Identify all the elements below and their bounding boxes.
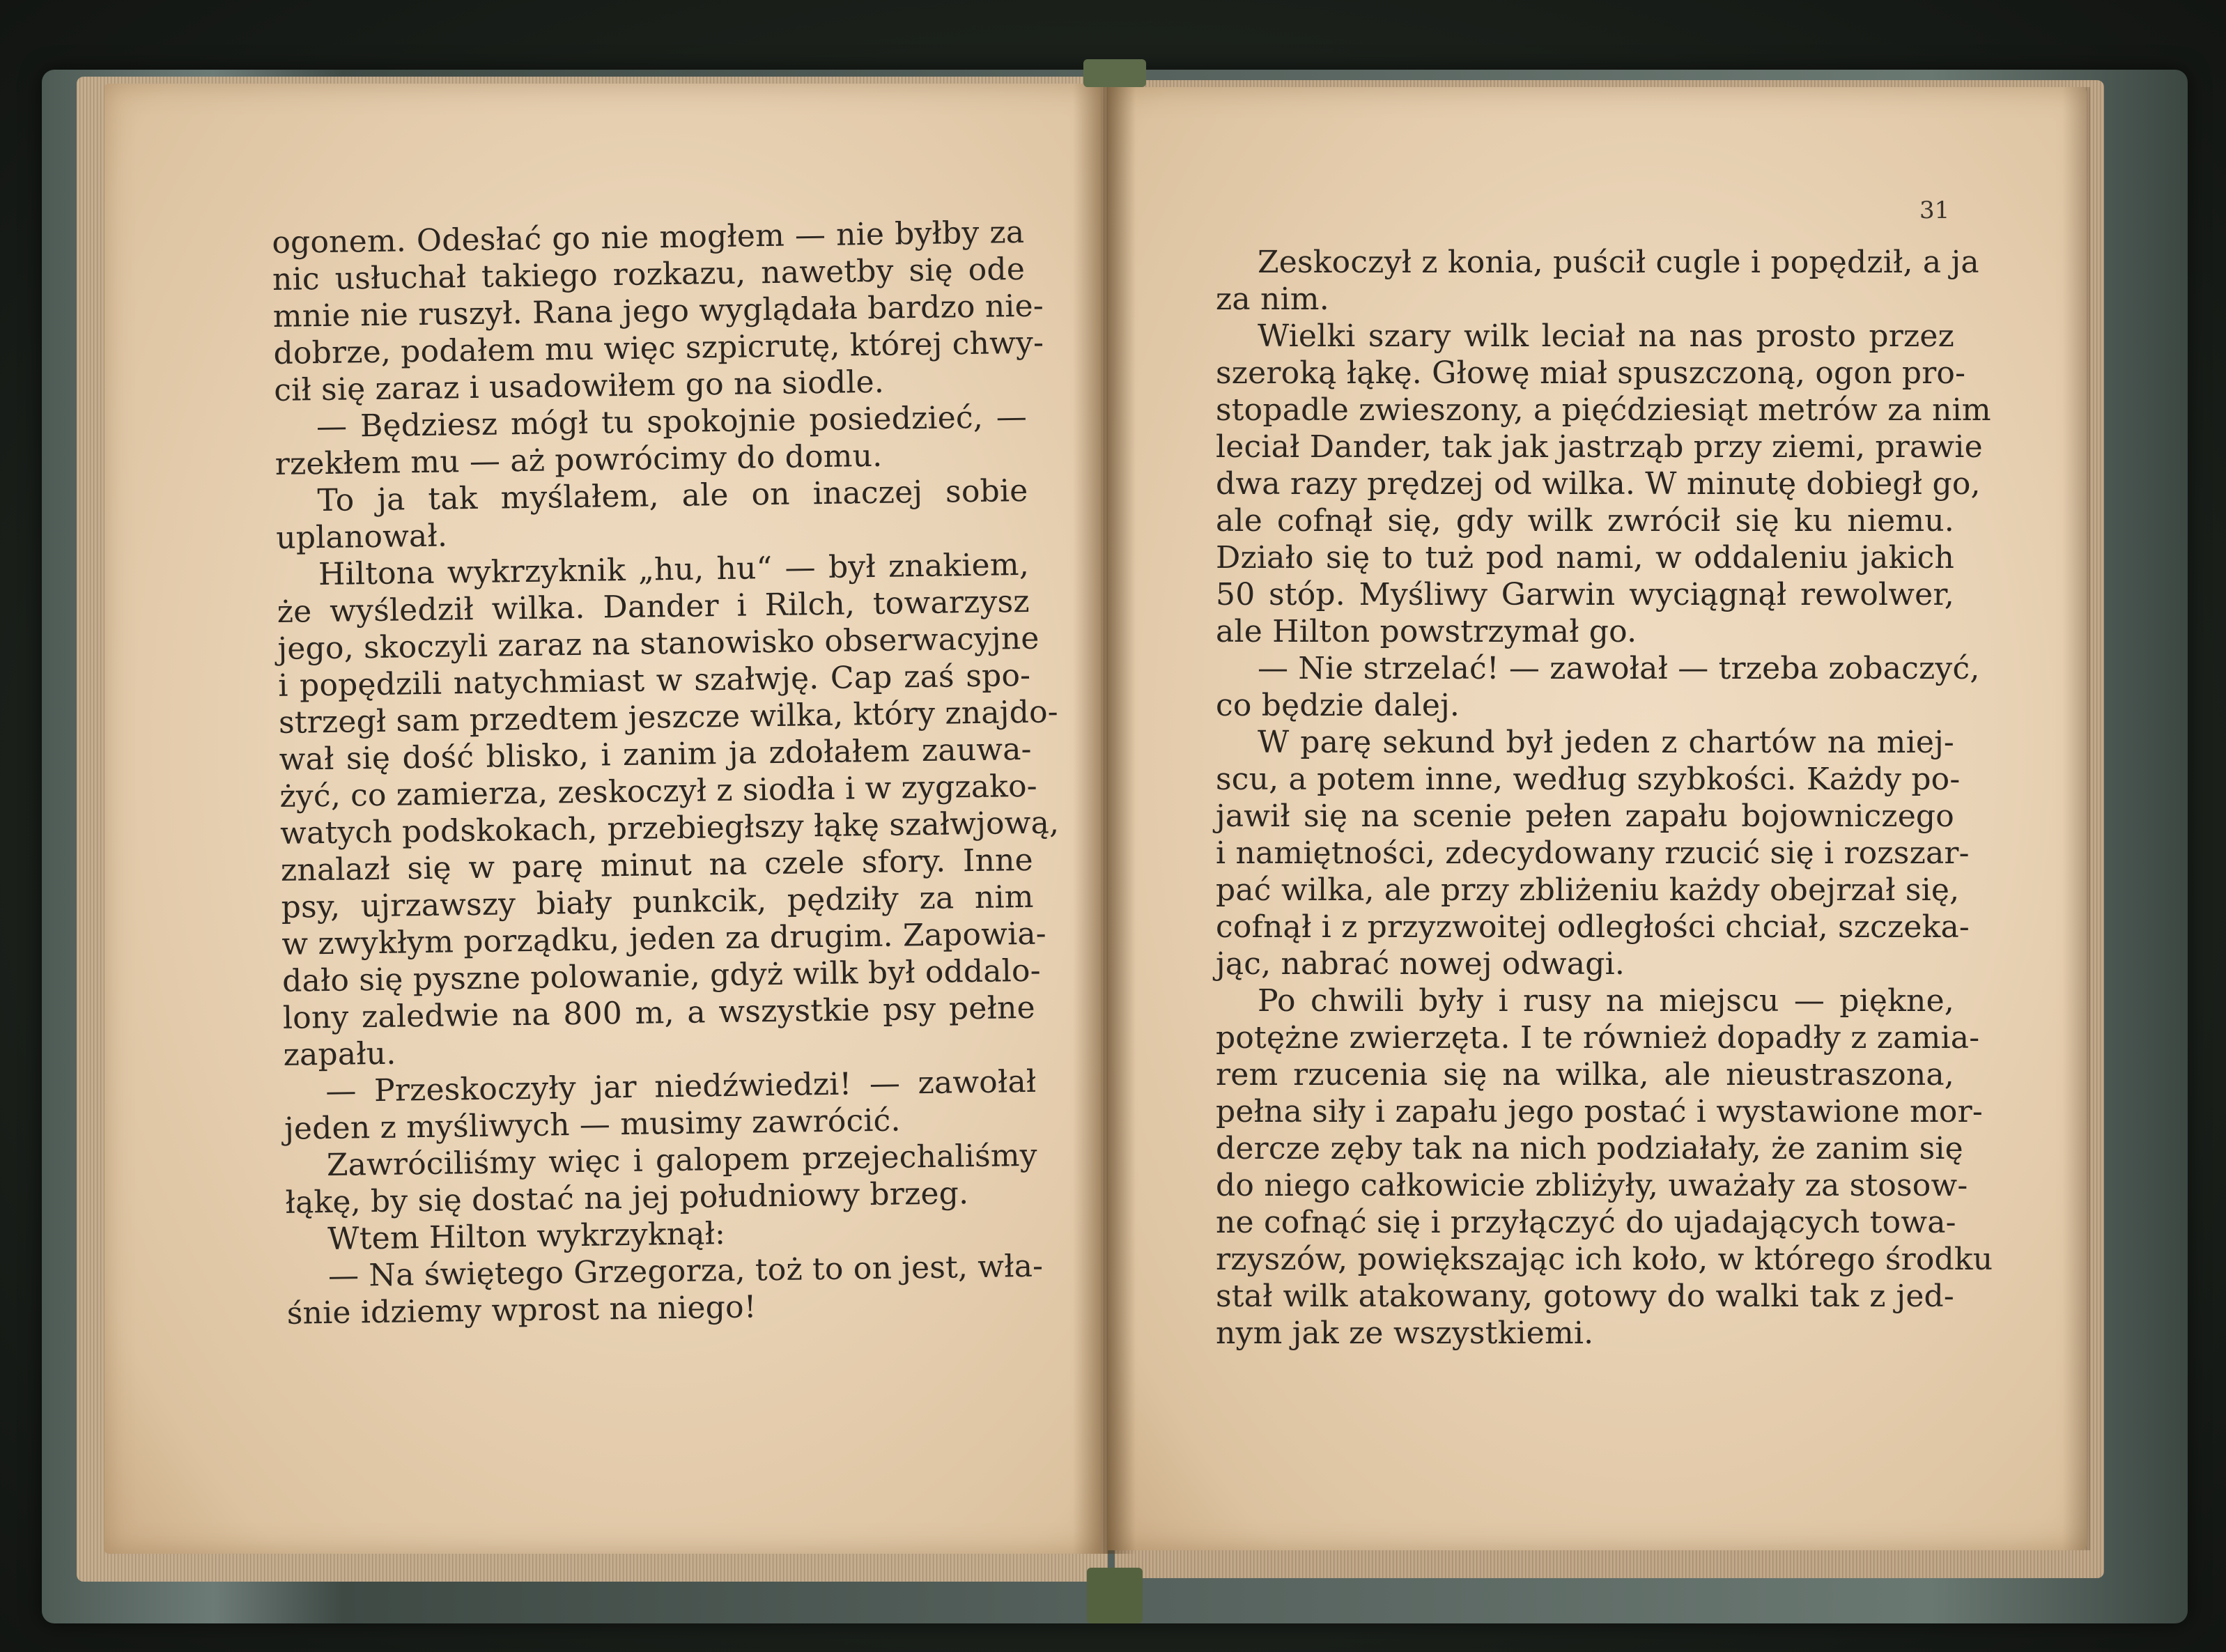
text-line: jeden z myśliwych — musimy zawrócić.	[284, 1102, 901, 1147]
text-line: dercze zęby tak na nich podziałały, że zanim się	[1216, 1131, 1963, 1166]
text-line: w zwykłym porządku, jeden za drugim. Zapowia-	[281, 916, 1047, 962]
text-line: rzekłem mu — aż powrócimy do domu.	[275, 438, 883, 482]
text-line: Wtem Hilton wykrzyknął:	[327, 1216, 726, 1258]
text-line: ale Hilton powstrzymał go.	[1216, 614, 1637, 649]
text-line: i namiętności, zdecydowany rzucić się i rozszar-	[1216, 835, 1970, 871]
text-line: strzegł sam przedtem jeszcze wilka, który znajdo-	[278, 694, 1059, 741]
text-line: dało się pyszne polowanie, gdyż wilk był oddalo-	[281, 952, 1042, 999]
text-line: Hiltona wykrzyknik „hu, hu“ — był znakiem,	[318, 546, 1030, 593]
text-line: — Przeskoczyły jar niedźwiedzi! — zawołał	[325, 1063, 1037, 1110]
text-line: — Na świętego Grzegorza, toż to on jest, wła-	[327, 1248, 1044, 1295]
text-line: ale cofnął się, gdy wilk zwrócił się ku niemu.	[1216, 503, 1954, 539]
right-page-text	[1216, 244, 1993, 1352]
text-line: dobrze, podałem mu więc szpicrutę, której chwy-	[273, 325, 1044, 371]
text-line: ogonem. Odesłać go nie mogłem — nie byłby za	[272, 214, 1025, 261]
text-line: Wielki szary wilk leciał na nas prosto przez	[1258, 318, 1954, 354]
text-line: — Nie strzelać! — zawołał — trzeba zobaczyć,	[1258, 651, 1980, 686]
binding-ribbon-bottom	[1087, 1568, 1143, 1623]
text-line: stał wilk atakowany, gotowy do walki tak z jed-	[1216, 1279, 1954, 1314]
text-line: leciał Dander, tak jak jastrząb przy ziemi, prawie	[1216, 429, 1983, 465]
text-line: psy, ujrzawszy biały punkcik, pędziły za nim	[281, 879, 1034, 925]
text-line: rem rzucenia się na wilka, ale nieustraszona,	[1216, 1057, 1954, 1093]
text-line: jawił się na scenie pełen zapału bojowniczego	[1216, 798, 1954, 834]
text-line: śnie idziemy wprost na niego!	[286, 1289, 757, 1331]
text-line: watych podskokach, przebiegłszy łąkę szałwjową,	[279, 805, 1060, 851]
binding-ribbon-top	[1083, 59, 1146, 87]
book-gutter	[1073, 84, 1136, 1554]
text-line: łąkę, by się dostać na jej południowy brzeg.	[285, 1175, 969, 1221]
text-line: pełna siły i zapału jego postać i wystawione mor-	[1216, 1094, 1983, 1129]
text-line: cofnął i z przyzwoitej odległości chciał, szczeka-	[1216, 909, 1970, 945]
text-line: lony zaledwie na 800 m, a wszystkie psy pełne	[282, 989, 1036, 1036]
text-line: — Będziesz mógł tu spokojnie posiedzieć, —	[316, 399, 1028, 445]
text-line: jego, skoczyli zaraz na stanowisko obserwacyjne	[277, 620, 1039, 667]
text-line: mnie nie ruszył. Rana jego wyglądała bardzo nie-	[272, 288, 1044, 334]
right-page-edge-shadow	[2062, 87, 2090, 1550]
text-line: wał się dość blisko, i zanim ja zdołałem zauwa-	[279, 731, 1032, 778]
text-line: 50 stóp. Myśliwy Garwin wyciągnął rewolwer,	[1216, 577, 1954, 612]
text-line: pać wilka, ale przy zbliżeniu każdy obejrzał się,	[1216, 872, 1960, 908]
text-line: co będzie dalej.	[1216, 688, 1460, 723]
page-number: 31	[1919, 196, 1950, 224]
text-line: i popędzili natychmiast w szałwję. Cap zaś spo-	[277, 657, 1031, 704]
text-line: że wyśledził wilka. Dander i Rilch, towarzysz	[277, 583, 1030, 630]
text-line: jąc, nabrać nowej odwagi.	[1216, 946, 1625, 982]
text-line: Po chwili były i rusy na miejscu — piękne,	[1258, 983, 1954, 1019]
text-line: szeroką łąkę. Głowę miał spuszczoną, ogon pro-	[1216, 355, 1966, 391]
text-line: nym jak ze wszystkiemi.	[1216, 1315, 1594, 1351]
text-line: Zeskoczył z konia, puścił cugle i popędził, a ja	[1258, 245, 1979, 280]
text-line: cił się zaraz i usadowiłem go na siodle.	[273, 364, 885, 408]
text-line: za nim.	[1216, 281, 1329, 317]
text-line: uplanował.	[275, 518, 448, 556]
text-line: rzyszów, powiększając ich koło, w którego środku	[1216, 1242, 1993, 1277]
text-line: W parę sekund był jeden z chartów na miej-	[1258, 725, 1954, 760]
text-line: Działo się to tuż pod nami, w oddaleniu jakich	[1216, 540, 1954, 576]
text-line: ne cofnąć się i przyłączyć do ujadających towa-	[1216, 1205, 1956, 1240]
text-line: scu, a potem inne, według szybkości. Każdy po-	[1216, 762, 1961, 797]
text-line: znalazł się w parę minut na czele sfory. Inne	[280, 842, 1034, 888]
text-line: do niego całkowicie zbliżyły, uważały za stosow-	[1216, 1168, 1968, 1203]
left-page-text	[272, 214, 1060, 1332]
text-line: nic usłuchał takiego rozkazu, nawetby się ode	[272, 251, 1026, 298]
text-line: stopadle zwieszony, a pięćdziesiąt metrów za nim	[1216, 392, 1991, 428]
text-line: żyć, co zamierza, zeskoczył z siodła i w zygzako-	[279, 768, 1038, 815]
text-line: Zawróciliśmy więc i galopem przejechaliśmy	[326, 1137, 1038, 1184]
text-line: dwa razy prędzej od wilka. W minutę dobiegł go,	[1216, 466, 1981, 502]
text-line: potężne zwierzęta. I te również dopadły z zamia-	[1216, 1020, 1980, 1056]
text-line: zapału.	[283, 1035, 396, 1073]
text-line: To ja tak myślałem, ale on inaczej sobie	[317, 472, 1028, 519]
